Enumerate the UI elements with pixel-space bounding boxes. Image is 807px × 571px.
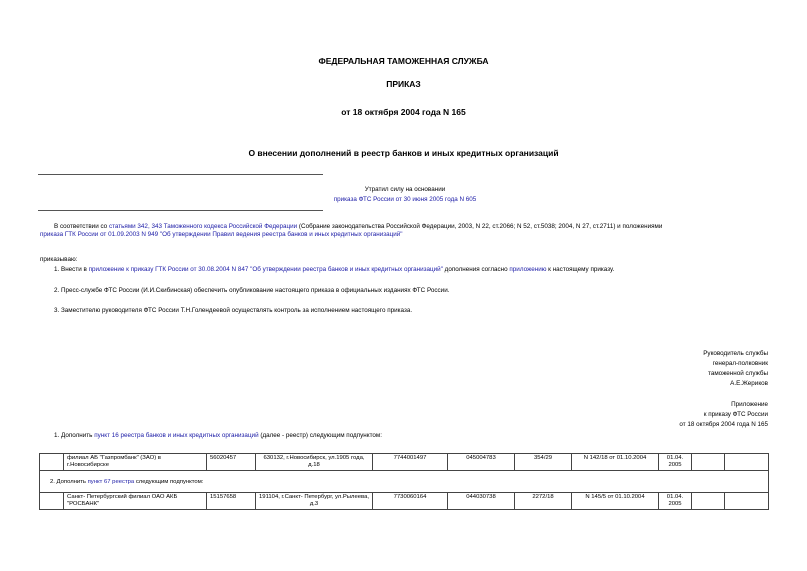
cell-inn: 7744001497: [373, 454, 448, 471]
cell-certificate: N 145/5 от 01.10.2004: [572, 493, 659, 510]
preamble: [40, 223, 770, 239]
addition-2: [40, 471, 769, 493]
appendix-block: [560, 400, 768, 430]
signature-service: таможенной службы: [708, 370, 768, 377]
appendix-link[interactable]: приложению: [509, 266, 547, 273]
addition-1-text-a: 1. Дополнить: [54, 432, 95, 439]
order-word: приказываю:: [40, 256, 78, 263]
signature-rank: генерал-полковник: [712, 360, 768, 367]
table-cell-empty: [725, 493, 769, 510]
table-cell-empty: [692, 454, 725, 471]
table-cell-empty: [40, 493, 64, 510]
appendix-date: от 18 октября 2004 года N 165: [679, 421, 768, 428]
addition-2-text-a: 2. Дополнить: [50, 479, 88, 485]
notice-link[interactable]: приказа ФТС России от 30 июня 2005 года N 605: [333, 196, 477, 203]
addition-2-text-b: следующим подпунктом:: [134, 479, 204, 485]
signature-position: Руководитель службы: [703, 350, 768, 357]
gtk-order-847-link[interactable]: приложение к приказу ГТК России от 30.08.2004 N 847 "Об утверждении реестра банков и иных кредитных организаций": [88, 266, 443, 273]
gtk-order-949-link[interactable]: приказа ГТК России от 01.09.2003 N 949 "Об утверждении Правил ведения реестра банков и иных кредитных организаций": [40, 231, 403, 238]
registry-item-67-link[interactable]: пункт 67 реестра: [87, 479, 135, 485]
registry-item-16-link[interactable]: пункт 16 реестра банков и иных кредитных организаций: [94, 432, 259, 439]
signature-block: [560, 349, 768, 389]
preamble-text-1: В соответствии со: [54, 223, 109, 230]
item-1-text-b: дополнения согласно: [442, 266, 510, 273]
table-row: [40, 454, 769, 471]
document-type: ПРИКАЗ: [386, 79, 421, 89]
cell-valid-until: 01.04. 2005: [659, 454, 692, 471]
cell-code: 15157658: [207, 493, 256, 510]
cell-bik: 044030738: [448, 493, 515, 510]
cell-inn: 7730060164: [373, 493, 448, 510]
table-row: [40, 493, 769, 510]
item-2: 2. Пресс-службе ФТС России (И.И.Скибинская) обеспечить опубликование настоящего приказа в официальных изданиях ФТС России.: [54, 287, 450, 294]
addition-1-text-b: (далее - реестр) следующим подпунктом:: [258, 432, 382, 439]
cell-valid-until: 01.04. 2005: [659, 493, 692, 510]
cell-code: 56020457: [207, 454, 256, 471]
divider-top: [38, 174, 323, 175]
table-row: [40, 471, 769, 493]
registry-table-1: [39, 453, 769, 510]
notice-text: Утратил силу на основании: [364, 186, 446, 193]
cell-certificate: N 142/18 от 01.10.2004: [572, 454, 659, 471]
divider-bottom: [38, 210, 323, 211]
document-title: О внесении дополнений в реестр банков и иных кредитных организаций: [248, 148, 559, 158]
appendix-title: Приложение: [731, 401, 768, 408]
cell-license: 354/29: [515, 454, 572, 471]
preamble-text-2: (Собрание законодательства Российской Федерации, 2003, N 22, ст.2066; N 52, ст.5038; 2004, N 27, ст.2711) и положениями: [297, 223, 663, 230]
cell-license: 2272/18: [515, 493, 572, 510]
customs-code-link[interactable]: статьями 342, 343 Таможенного кодекса Российской Федерации: [108, 223, 298, 230]
table-cell-empty: [692, 493, 725, 510]
appendix-ref: к приказу ФТС России: [703, 411, 768, 418]
cell-bank-name: Санкт- Петербургский филиал ОАО АКБ "РОСБАНК": [64, 493, 207, 510]
item-1: [54, 266, 774, 274]
cell-address: 191104, г.Санкт- Петербург, ул.Рылеева, д.3: [256, 493, 373, 510]
table-cell-empty: [40, 454, 64, 471]
cell-address: 630132, г.Новосибирск, ул.1905 года, д.18: [256, 454, 373, 471]
notice-link-wrap: [290, 196, 520, 204]
cell-bank-name: филиал АБ "Газпромбанк" (ЗАО) в г.Новосибирске: [64, 454, 207, 471]
cell-bik: 045004783: [448, 454, 515, 471]
document-date: от 18 октября 2004 года N 165: [341, 107, 466, 117]
agency-name: ФЕДЕРАЛЬНАЯ ТАМОЖЕННАЯ СЛУЖБА: [318, 56, 489, 66]
item-1-text-a: 1. Внести в: [54, 266, 89, 273]
table-cell-empty: [725, 454, 769, 471]
item-1-text-c: к настоящему приказу.: [546, 266, 615, 273]
item-3: 3. Заместителю руководителя ФТС России Т.Н.Голендеевой осуществлять контроль за исполнением настоящего приказа.: [54, 307, 413, 314]
addition-1: [54, 432, 754, 440]
signature-name: А.Е.Жериков: [730, 380, 768, 387]
